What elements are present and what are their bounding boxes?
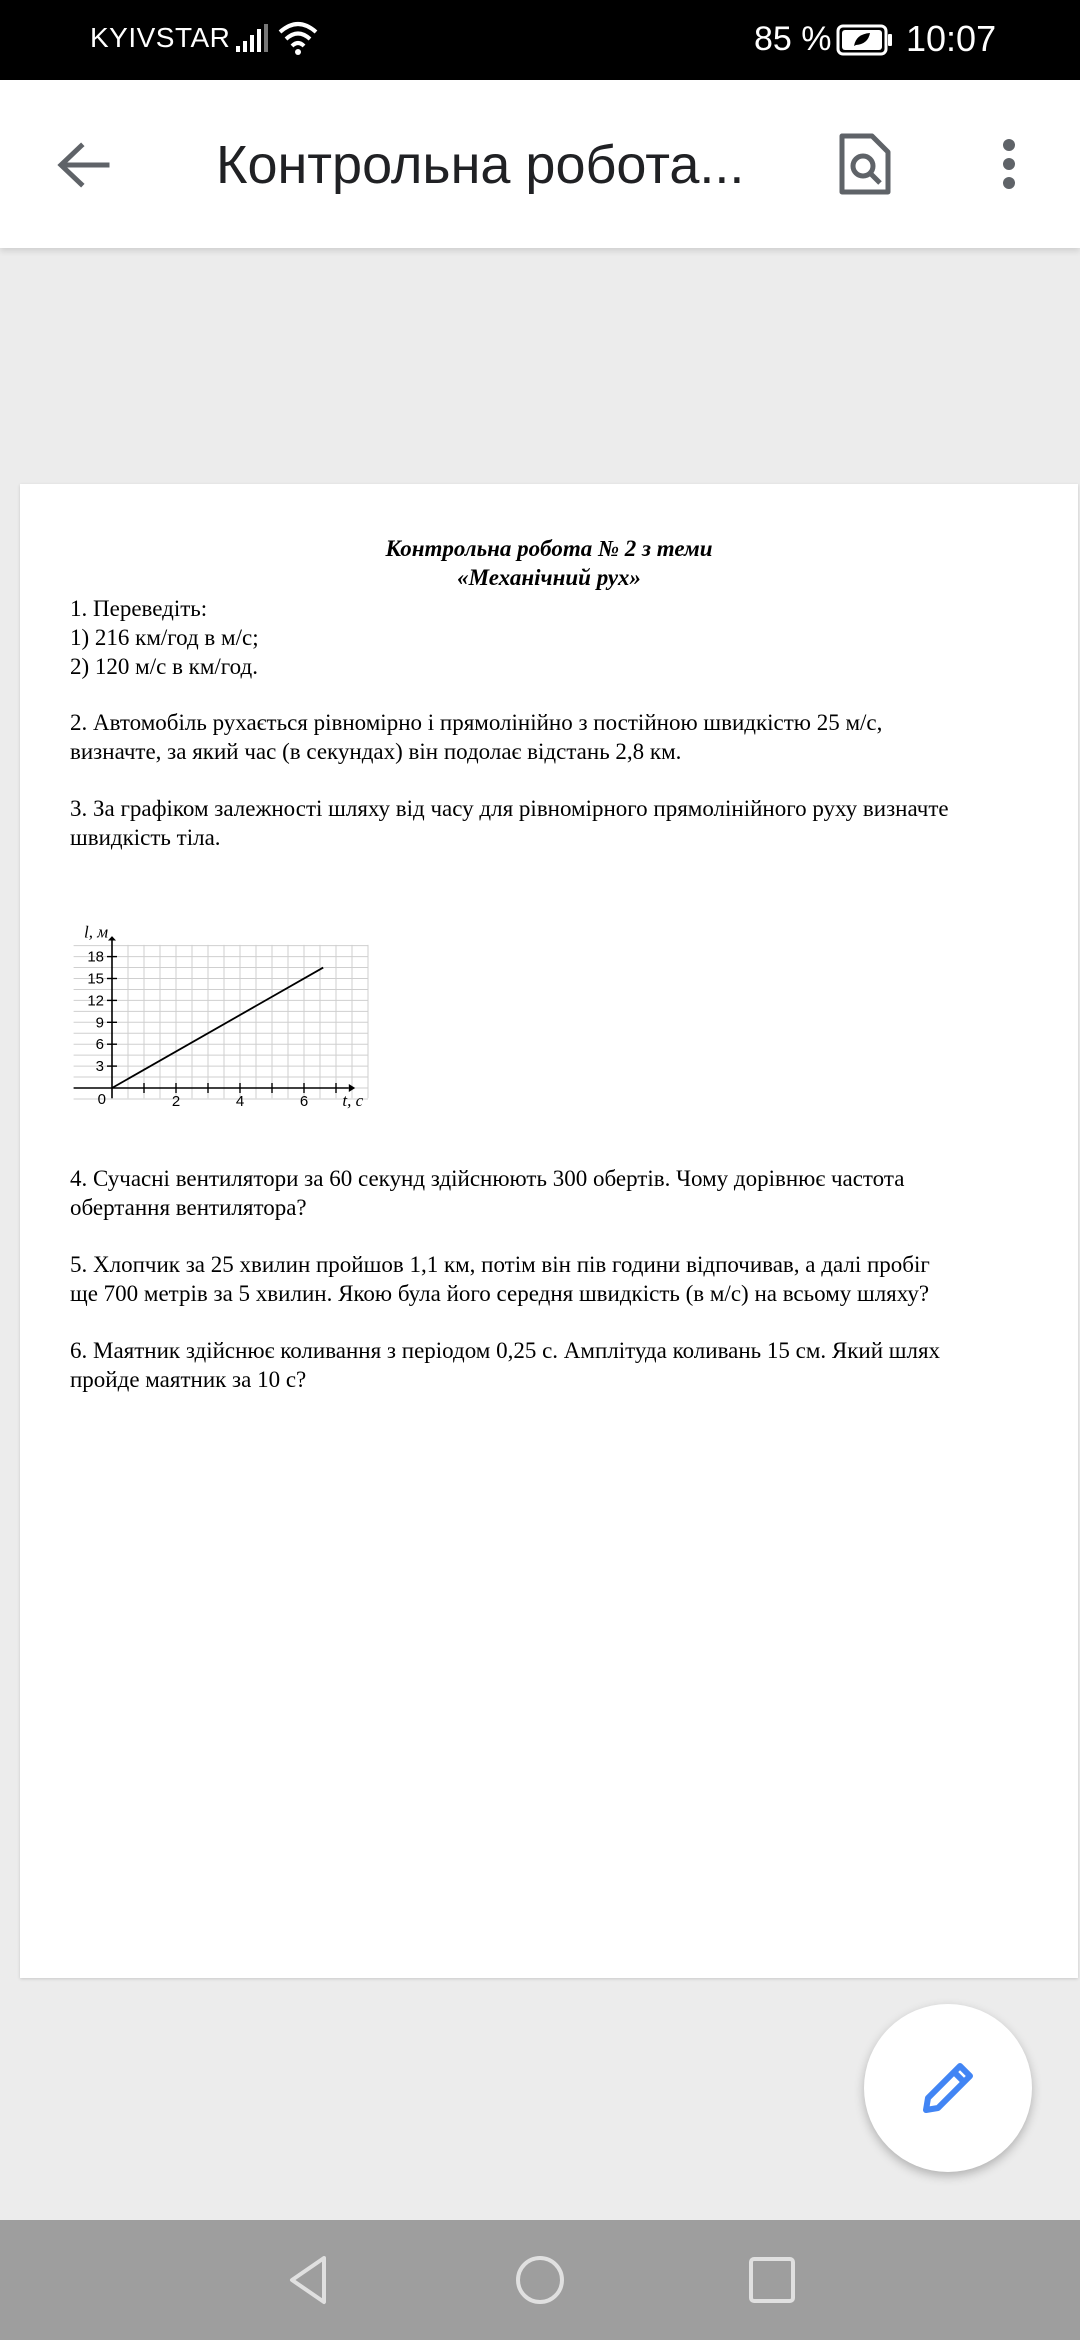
question-6 — [70, 1336, 1026, 1394]
y-tick-label: 6 — [95, 1036, 104, 1054]
x-tick-label: 2 — [171, 1093, 181, 1110]
document-page — [20, 484, 1078, 1978]
nav-home-icon[interactable] — [510, 2250, 570, 2310]
more-options-button[interactable] — [984, 126, 1034, 202]
status-bar — [0, 0, 1080, 80]
more-vert-icon — [1002, 138, 1016, 190]
origin-label: 0 — [97, 1091, 106, 1108]
nav-back-icon[interactable] — [280, 2250, 340, 2310]
y-tick-label: 9 — [95, 1014, 104, 1032]
y-tick-label: 3 — [95, 1058, 104, 1076]
question-1-line: 1) 216 км/год в м/с; — [70, 625, 259, 650]
question-6-line: пройде маятник за 10 с? — [70, 1367, 307, 1392]
y-tick-label: 15 — [87, 970, 104, 988]
back-arrow-icon — [55, 140, 111, 190]
question-1 — [70, 594, 1026, 681]
pencil-icon — [916, 2056, 980, 2120]
question-1-line: 1. Переведіть: — [70, 596, 208, 621]
y-axis-arrow — [108, 936, 116, 940]
question-4 — [70, 1164, 1026, 1222]
x-tick-label: 4 — [235, 1093, 245, 1110]
distance-time-chart — [62, 856, 422, 1126]
question-1-line: 2) 120 м/с в км/год. — [70, 654, 258, 679]
question-6-line: 6. Маятник здійснює коливання з періодом 0,25 с. Амплітуда коливань 15 см. Який шлях — [70, 1338, 941, 1363]
document-title: Контрольна робота... — [216, 135, 745, 195]
question-4-line: 4. Сучасні вентилятори за 60 секунд здійснюють 300 обертів. Чому дорівнює частота — [70, 1166, 905, 1191]
y-tick-label: 18 — [87, 948, 104, 966]
question-4-line: обертання вентилятора? — [70, 1195, 307, 1220]
question-2-line: 2. Автомобіль рухається рівномірно і прямолінійно з постійною швидкістю 25 м/с, — [70, 710, 883, 735]
edit-button[interactable] — [864, 2004, 1032, 2172]
y-axis-label: l, м — [84, 922, 109, 942]
question-3 — [70, 794, 1026, 852]
x-axis-label: t, с — [342, 1091, 364, 1110]
question-5 — [70, 1250, 1026, 1308]
question-3-line: швидкість тіла. — [70, 825, 221, 850]
document-heading — [20, 534, 1078, 592]
system-nav-bar — [0, 2220, 1080, 2340]
app-bar — [0, 80, 1080, 248]
question-3-line: 3. За графіком залежності шляху від часу для рівномірного прямолінійного руху визначте — [70, 796, 949, 821]
back-button[interactable] — [48, 130, 118, 200]
question-5-line: 5. Хлопчик за 25 хвилин пройшов 1,1 км, потім він пів години відпочивав, а далі пробіг — [70, 1252, 930, 1277]
wifi-icon — [278, 20, 318, 56]
heading-subtitle: «Механічний рух» — [457, 565, 641, 590]
question-5-line: ще 700 метрів за 5 хвилин. Якою була його середня швидкість (в м/с) на всьому шляху? — [70, 1281, 930, 1306]
carrier-name: KYIVSTAR — [90, 22, 231, 53]
signal-icon — [234, 24, 270, 54]
heading-line: Контрольна робота № 2 з теми — [385, 536, 713, 561]
question-2-line: визначте, за який час (в секундах) він подолає відстань 2,8 км. — [70, 739, 682, 764]
document-search-icon — [838, 132, 892, 196]
battery-icon — [836, 24, 894, 56]
question-2 — [70, 708, 1026, 766]
x-tick-label: 6 — [299, 1093, 309, 1110]
clock: 10:07 — [906, 18, 997, 59]
y-tick-label: 12 — [87, 992, 104, 1010]
battery-percent: 85 % — [754, 20, 832, 58]
find-in-document-button[interactable] — [830, 126, 900, 202]
nav-recents-icon[interactable] — [742, 2250, 802, 2310]
